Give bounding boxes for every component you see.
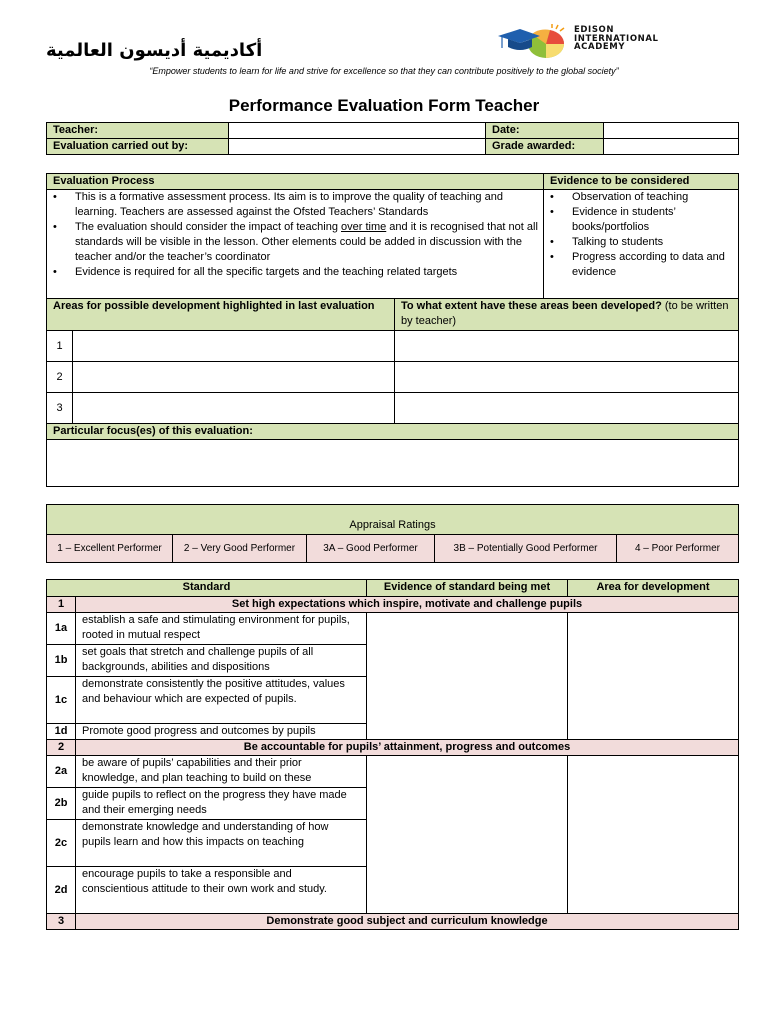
rating-potentially-good: 3B – Potentially Good Performer (435, 535, 617, 563)
process-bullet-underlined: over time (341, 221, 387, 233)
development-area-field[interactable] (73, 362, 395, 393)
process-bullet: • This is a formative assessment process. Its aim is to improve the quality of teaching and learning. Teachers are assessed against the Ofsted Teachers’ Standards (51, 190, 539, 220)
development-extent-field[interactable] (395, 331, 739, 362)
extent-header-text: To what extent have these areas been developed? (401, 300, 662, 312)
teacher-info-table (46, 122, 739, 155)
evidence-item: • Talking to students (548, 235, 734, 250)
development-row-number: 2 (47, 362, 73, 393)
area-column-header: Area for development (568, 580, 739, 597)
substandard-text: be aware of pupils’ capabilities and their prior knowledge, and plan teaching to build on these (76, 756, 367, 788)
evaluator-label: Evaluation carried out by: (47, 139, 229, 155)
substandard-number: 1a (47, 613, 76, 645)
standard-column-header: Standard (47, 580, 367, 597)
substandard-text: set goals that stretch and challenge pupils of all backgrounds, abilities and dispositions (76, 645, 367, 677)
grade-field[interactable] (604, 139, 739, 155)
evaluator-field[interactable] (229, 139, 486, 155)
substandard-number: 1b (47, 645, 76, 677)
date-label: Date: (486, 123, 604, 139)
substandard-number: 1c (47, 677, 76, 724)
standard-number: 1 (47, 597, 76, 613)
evidence-header: Evidence to be considered (544, 174, 739, 190)
substandard-text: encourage pupils to take a responsible and conscientious attitude to their own work and study. (76, 867, 367, 914)
grade-label: Grade awarded: (486, 139, 604, 155)
development-extent-field[interactable] (395, 362, 739, 393)
standard-number: 3 (47, 914, 76, 930)
standard-title: Be accountable for pupils’ attainment, progress and outcomes (76, 740, 739, 756)
arabic-school-name: أكاديمية أديسون العالمية (46, 40, 263, 61)
appraisal-ratings-title: Appraisal Ratings (47, 505, 739, 535)
standards-table (46, 579, 739, 930)
evidence-field[interactable] (367, 756, 568, 914)
process-bullet-text: The evaluation should consider the impact of teaching (75, 221, 341, 233)
teacher-label: Teacher: (47, 123, 229, 139)
evaluation-process-header: Evaluation Process (47, 174, 544, 190)
evidence-bullets (544, 190, 739, 299)
substandard-text: demonstrate consistently the positive attitudes, values and behaviour which are expected of pupils. (76, 677, 367, 724)
focus-field[interactable] (47, 440, 739, 487)
evidence-item: • Observation of teaching (548, 190, 734, 205)
substandard-number: 2b (47, 788, 76, 820)
teacher-field[interactable] (229, 123, 486, 139)
evidence-item: • Progress according to data and evidence (548, 250, 734, 280)
area-field[interactable] (568, 756, 739, 914)
substandard-number: 2c (47, 820, 76, 867)
areas-header: Areas for possible development highlighted in last evaluation (47, 299, 395, 331)
logo-text-line: EDISON (574, 25, 615, 35)
rating-very-good: 2 – Very Good Performer (173, 535, 307, 563)
evaluation-process-table (46, 173, 739, 487)
substandard-text: demonstrate knowledge and understanding of how pupils learn and how this impacts on teaching (76, 820, 367, 867)
substandard-number: 1d (47, 724, 76, 740)
development-extent-field[interactable] (395, 393, 739, 424)
substandard-number: 2d (47, 867, 76, 914)
focus-header: Particular focus(es) of this evaluation: (47, 424, 739, 440)
evidence-column-header: Evidence of standard being met (367, 580, 568, 597)
development-area-field[interactable] (73, 331, 395, 362)
evidence-field[interactable] (367, 613, 568, 740)
rating-good: 3A – Good Performer (307, 535, 435, 563)
evaluation-process-bullets (47, 190, 544, 299)
substandard-text: establish a safe and stimulating environment for pupils, rooted in mutual respect (76, 613, 367, 645)
logo-text-line: INTERNATIONAL (574, 33, 659, 44)
rating-excellent: 1 – Excellent Performer (47, 535, 173, 563)
process-bullet (51, 220, 539, 265)
development-row-number: 3 (47, 393, 73, 424)
area-field[interactable] (568, 613, 739, 740)
substandard-text: guide pupils to reflect on the progress they have made and their emerging needs (76, 788, 367, 820)
development-area-field[interactable] (73, 393, 395, 424)
substandard-number: 2a (47, 756, 76, 788)
evidence-item: • Evidence in students’ books/portfolios (548, 205, 734, 235)
rating-poor: 4 – Poor Performer (617, 535, 739, 563)
standard-title: Demonstrate good subject and curriculum knowledge (76, 914, 739, 930)
process-bullet-text: and it is recognised that not all standards will be visible in the lesson. Other elements could be added in discussion with the teacher and/or the teacher’s coordinator (75, 221, 538, 263)
logo-icon (494, 22, 574, 62)
school-logo (494, 22, 684, 62)
extent-header (395, 299, 739, 331)
extent-header-note: (to be written by teacher) (401, 300, 729, 327)
date-field[interactable] (604, 123, 739, 139)
substandard-text: Promote good progress and outcomes by pupils (76, 724, 367, 740)
process-bullet: • Evidence is required for all the specific targets and the teaching related targets (51, 265, 539, 280)
development-row-number: 1 (47, 331, 73, 362)
standard-title: Set high expectations which inspire, motivate and challenge pupils (76, 597, 739, 613)
standard-number: 2 (47, 740, 76, 756)
logo-text-line: ACADEMY (574, 42, 626, 52)
appraisal-ratings-table (46, 504, 739, 563)
logo-text (574, 26, 659, 52)
tagline: “Empower students to learn for life and strive for excellence so that they can contribute positively to the global society” (149, 66, 619, 76)
page-title: Performance Evaluation Form Teacher (228, 96, 540, 115)
